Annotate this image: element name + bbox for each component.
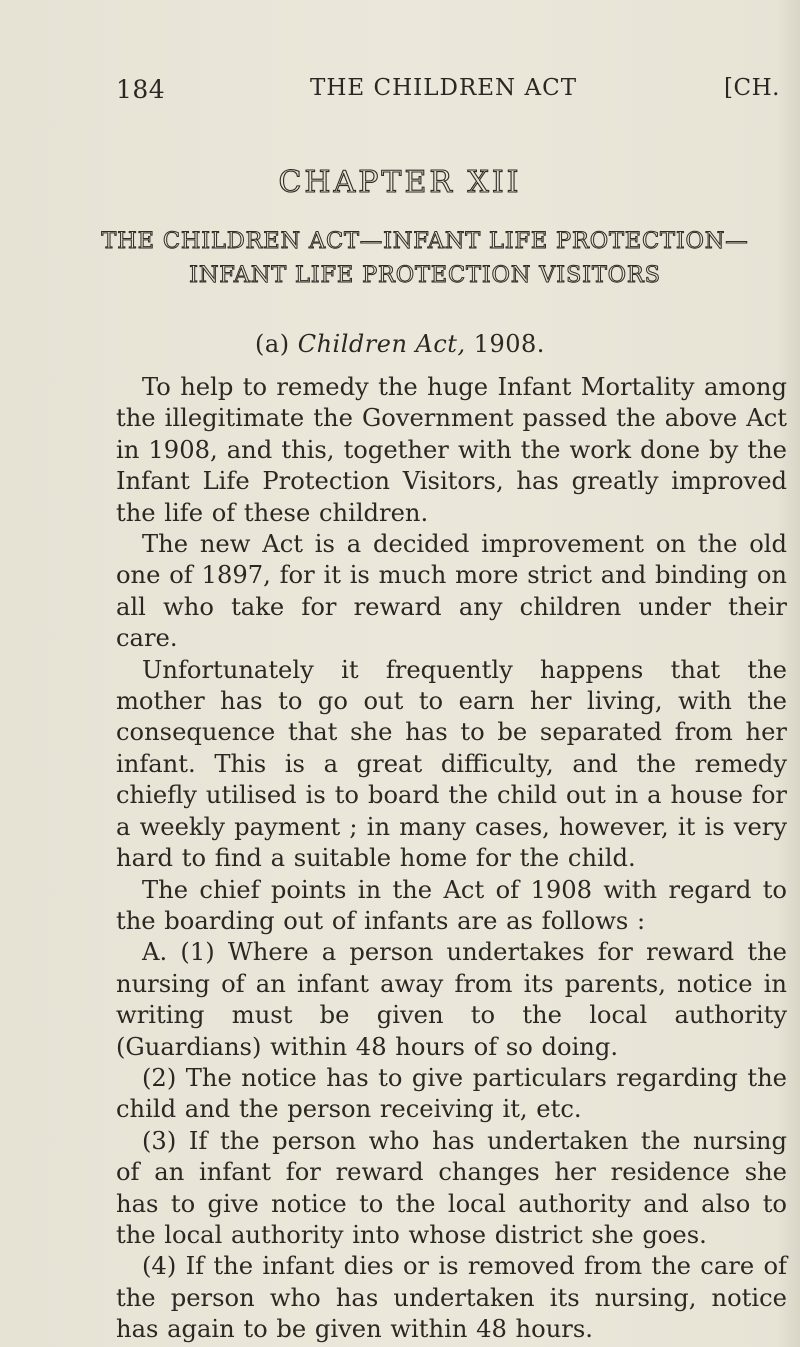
- paragraph: (2) The notice has to give particulars regarding the child and the person receiving it, etc.: [116, 1063, 787, 1124]
- chapter-title: THE CHILDREN ACT—INFANT LIFE PROTECTION— INFANT LIFE PROTECTION VISITORS: [101, 228, 749, 288]
- page-number: 184: [116, 75, 166, 104]
- subhead-year: 1908.: [473, 330, 545, 358]
- book-title: THE CHILDREN ACT: [310, 75, 578, 101]
- running-head: [116, 75, 780, 115]
- paragraph: The chief points in the Act of 1908 with regard to the boarding out of infants are as follows :: [116, 875, 787, 935]
- paragraph: (4) If the infant dies or is removed from the care of the person who has undertaken its nursing, notice has again to be given within 48 hours.: [116, 1252, 787, 1344]
- paragraph: The new Act is a decided improvement on the old one of 1897, for it is much more strict and binding on all who take for reward any children under their care.: [116, 530, 787, 653]
- section-subhead: [0, 330, 800, 358]
- subhead-label: (a): [255, 330, 290, 358]
- paragraph: A. (1) Where a person undertakes for reward the nursing of an infant away from its parents, notice in writing must be given to the local authority (Guardians) within 48 hours of so doing.: [116, 938, 787, 1061]
- subhead-act-name: Children Act,: [297, 330, 466, 358]
- paragraph: Unfortunately it frequently happens that the mother has to go out to earn her living, with the consequence that she has to be separated from her infant. This is a great difficulty, and the remedy chiefly utilised is to board the child out in a house for a weekly payment ; in many cases, however, it is very hard to find a suitable home for the child.: [116, 655, 787, 873]
- chapter-heading: CHAPTER XII: [278, 165, 522, 200]
- paragraph: To help to remedy the huge Infant Mortality among the illegitimate the Government passed the above Act in 1908, and this, together with the work done by the Infant Life Protection Visitors, has greatly improved the life of these children.: [116, 373, 787, 527]
- body-text: [116, 372, 787, 1346]
- paragraph: (3) If the person who has undertaken the nursing of an infant for reward changes her residence she has to give notice to the local authority and also to the local authority into whose district she goes.: [116, 1126, 787, 1249]
- chapter-abbrev: [CH.: [724, 75, 780, 101]
